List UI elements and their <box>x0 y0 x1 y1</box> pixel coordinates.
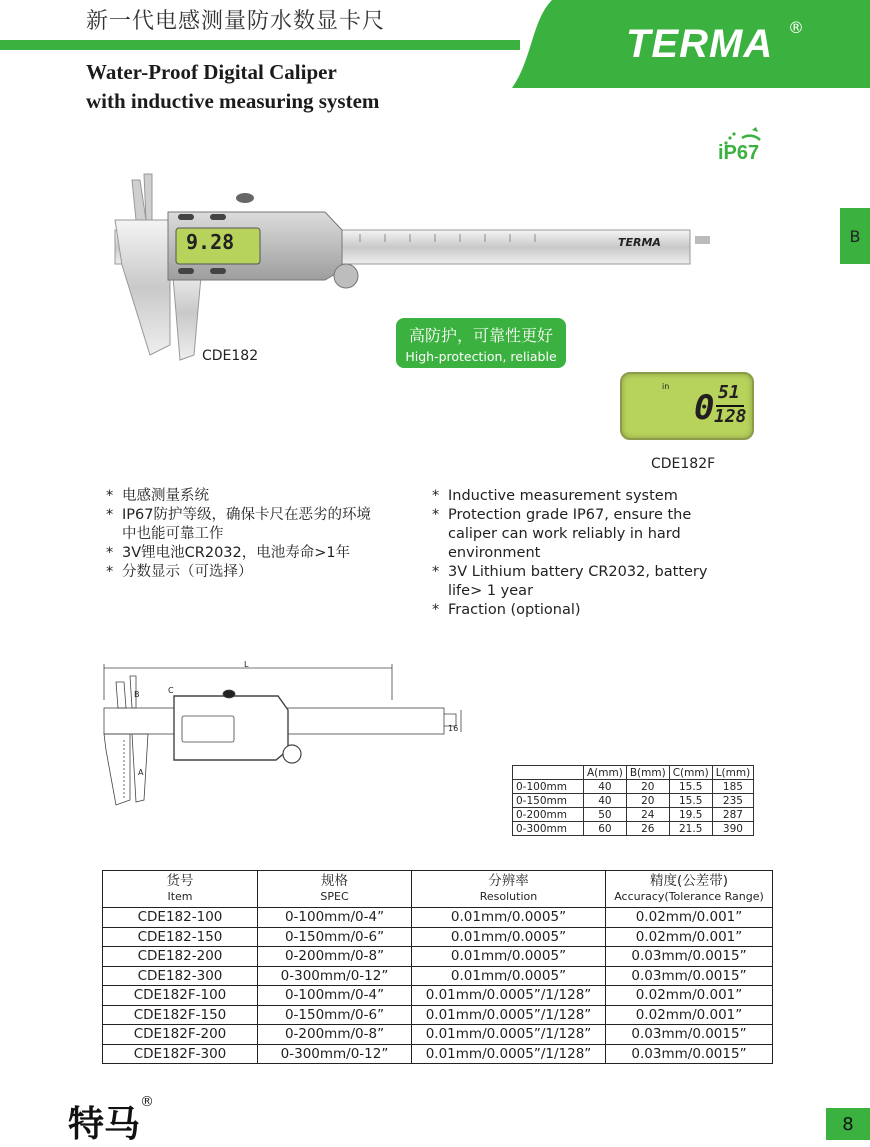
table-row: CDE182-300 0-300mm/0-12” 0.01mm/0.0005” 0.03mm/0.0015” <box>103 966 773 986</box>
ip67-label: iP67 <box>718 142 760 164</box>
section-tab: B <box>840 208 870 264</box>
table-row: 0-150mm 40 20 15.5 235 <box>513 794 754 808</box>
model-label-fraction: CDE182F <box>651 456 716 472</box>
dim-label-b: B <box>134 690 140 699</box>
lcd-denominator: 128 <box>714 406 747 427</box>
dimension-table <box>512 765 754 836</box>
feature-item: * 3V锂电池CR2032，电池寿命>1年 <box>106 545 351 561</box>
table-row: CDE182F-300 0-300mm/0-12” 0.01mm/0.0005”/1/128” 0.03mm/0.0015” <box>103 1044 773 1064</box>
features-en <box>432 487 732 620</box>
model-label-main: CDE182 <box>202 348 259 364</box>
header-resolution: 分辨率 Resolution <box>412 871 606 908</box>
title-line-2: with inductive measuring system <box>86 89 380 113</box>
title-line-1: Water-Proof Digital Caliper <box>86 60 337 84</box>
spec-table <box>102 870 773 1064</box>
caliper-brand-mark: TERMA <box>618 236 661 249</box>
table-row: 0-200mm 50 24 19.5 287 <box>513 808 754 822</box>
page-title-cn: 新一代电感测量防水数显卡尺 <box>86 9 386 34</box>
brand-registered-mark: ® <box>140 1094 154 1110</box>
caliper-display-reading: 9.28 <box>186 230 235 254</box>
dim-label-h: 16 <box>448 724 459 733</box>
table-row: CDE182F-150 0-150mm/0-6” 0.01mm/0.0005”/1/128” 0.02mm/0.001” <box>103 1005 773 1025</box>
header-green-band <box>0 40 520 50</box>
feature-item: * Protection grade IP67, ensure the caliper can work reliably in hard environment <box>432 507 692 561</box>
table-row: 0-300mm 60 26 21.5 390 <box>513 822 754 836</box>
lcd-numerator: 51 <box>718 382 740 403</box>
table-row: CDE182F-100 0-100mm/0-4” 0.01mm/0.0005”/1/128” 0.02mm/0.001” <box>103 986 773 1006</box>
registered-mark: ® <box>788 18 804 37</box>
dim-label-a: A <box>138 768 144 777</box>
header-item: 货号 Item <box>103 871 258 908</box>
dimension-drawing <box>96 660 468 810</box>
brand-cn: 特马 <box>68 1104 141 1145</box>
highlight-badge <box>396 318 566 368</box>
terma-logo: TERMA <box>626 22 774 66</box>
feature-item: * Fraction (optional) <box>432 602 581 618</box>
page-number: 8 <box>826 1108 870 1140</box>
lcd-integer: 0 <box>694 388 715 428</box>
table-row: CDE182-200 0-200mm/0-8” 0.01mm/0.0005” 0.03mm/0.0015” <box>103 947 773 967</box>
feature-item: * Inductive measurement system <box>432 488 678 504</box>
feature-item: * 3V Lithium battery CR2032, battery life> 1 year <box>432 564 708 599</box>
dim-label-l: L <box>244 660 249 669</box>
header-accuracy: 精度(公差带) Accuracy(Tolerance Range) <box>606 871 773 908</box>
table-header-row: A(mm) B(mm) C(mm) L(mm) <box>513 766 754 780</box>
feature-item: * IP67防护等级，确保卡尺在恶劣的环境中也能可靠工作 <box>106 507 371 542</box>
page-title-en <box>86 58 379 116</box>
fraction-lcd <box>620 372 754 440</box>
table-header-row <box>103 871 773 908</box>
dim-label-c: C <box>168 686 174 695</box>
table-row: CDE182-100 0-100mm/0-4” 0.01mm/0.0005” 0.02mm/0.001” <box>103 908 773 928</box>
table-row: CDE182F-200 0-200mm/0-8” 0.01mm/0.0005”/1/128” 0.03mm/0.0015” <box>103 1025 773 1045</box>
table-row: CDE182-150 0-150mm/0-6” 0.01mm/0.0005” 0.02mm/0.001” <box>103 927 773 947</box>
feature-item: * 分数显示（可选择） <box>106 564 253 580</box>
table-row: 0-100mm 40 20 15.5 185 <box>513 780 754 794</box>
lcd-unit: in <box>662 382 670 391</box>
header-spec: 规格 SPEC <box>258 871 412 908</box>
highlight-en: High-protection, reliable <box>405 349 557 364</box>
highlight-cn: 高防护，可靠性更好 <box>408 326 553 345</box>
feature-item: * 电感测量系统 <box>106 488 209 504</box>
features-cn <box>106 487 396 582</box>
